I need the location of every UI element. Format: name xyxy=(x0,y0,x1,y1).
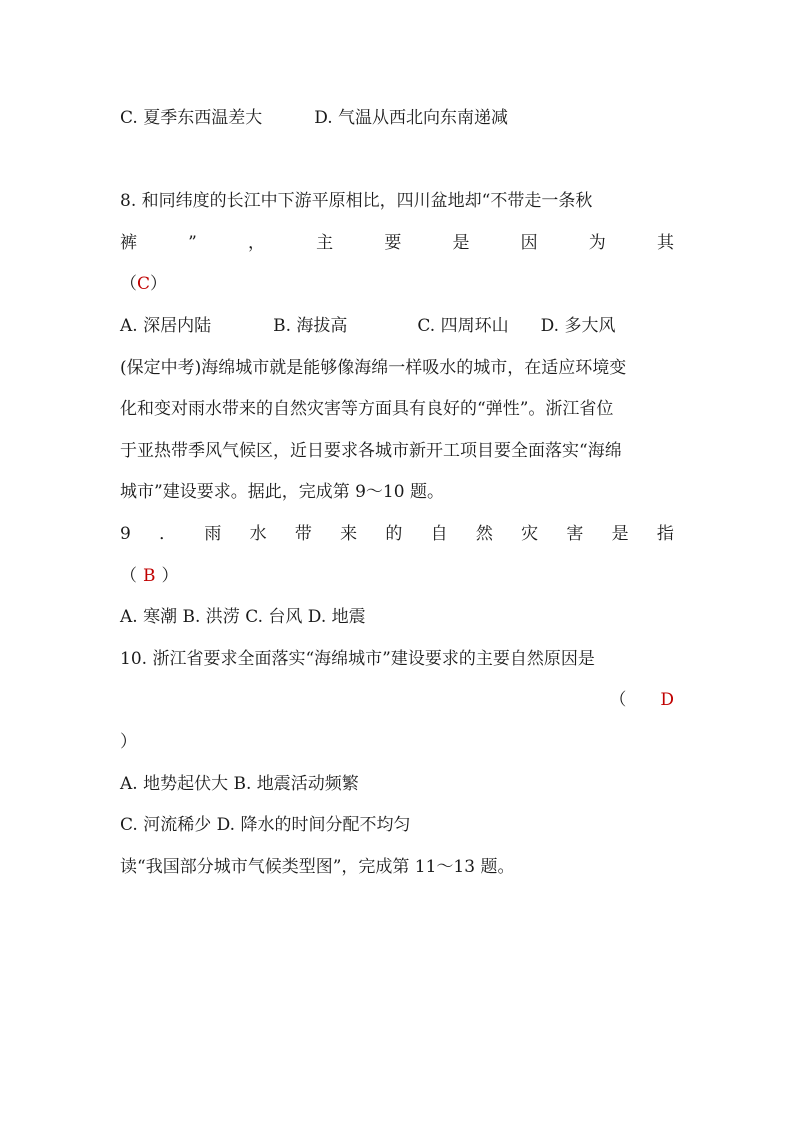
q9-token: 自 xyxy=(430,524,448,544)
q10-paren-close-line xyxy=(120,728,674,756)
passage-line4: 城市”建设要求。据此，完成第 9～10 题。 xyxy=(120,482,444,502)
passage-line1: (保定中考)海绵城市就是能够像海绵一样吸水的城市，在适应环境变 xyxy=(120,358,627,378)
q8-token: 要 xyxy=(384,233,402,253)
q7-option-d: D. 气温从西北向东南递减 xyxy=(314,108,509,128)
q9-token: 雨 xyxy=(204,524,222,544)
q9-stem xyxy=(120,520,674,548)
q8-options-row xyxy=(120,312,674,340)
q10-paren-open: （ xyxy=(609,690,627,710)
q8-option-c: C. 四周环山 xyxy=(417,316,509,336)
q8-token: 是 xyxy=(452,233,470,253)
q9-answer-line xyxy=(120,562,674,590)
q9-token: 然 xyxy=(475,524,493,544)
q9-token: 指 xyxy=(656,524,674,544)
q8-token: ， xyxy=(248,233,266,253)
q8-paren-open: （ xyxy=(120,274,137,294)
q9-token: 带 xyxy=(294,524,312,544)
q9-token: 水 xyxy=(249,524,267,544)
passage-line2: 化和变对雨水带来的自然灾害等方面具有良好的“弹性”。浙江省位 xyxy=(120,399,614,419)
q8-option-b: B. 海拔高 xyxy=(273,316,348,336)
q8-token: 其 xyxy=(656,233,674,253)
q9-token: 9 xyxy=(120,524,131,544)
q7-options-row xyxy=(120,104,674,132)
q8-answer: C xyxy=(137,274,151,294)
q9-paren-close: ） xyxy=(161,566,179,586)
q10-options-row1: A. 地势起伏大 B. 地震活动频繁 xyxy=(120,774,359,794)
q10-stem: 10. 浙江省要求全面落实“海绵城市”建设要求的主要自然原因是 xyxy=(120,649,595,669)
q8-stem-line2 xyxy=(120,229,674,257)
q8-token: ” xyxy=(188,233,197,253)
q9-token: 的 xyxy=(385,524,403,544)
q8-option-a: A. 深居内陆 xyxy=(120,316,212,336)
q7-option-c: C. 夏季东西温差大 xyxy=(120,108,263,128)
q9-token: 灾 xyxy=(521,524,539,544)
q8-stem-line1: 8. 和同纬度的长江中下游平原相比，四川盆地却“不带走一条秋 xyxy=(120,191,593,211)
q10-answer-line xyxy=(120,686,674,714)
q9-token: 是 xyxy=(611,524,629,544)
q9-token: 来 xyxy=(340,524,358,544)
q8-token: 因 xyxy=(520,233,538,253)
q9-token: 害 xyxy=(566,524,584,544)
q8-option-d: D. 多大风 xyxy=(540,316,616,336)
q8-answer-line xyxy=(120,270,674,298)
q8-token: 为 xyxy=(588,233,606,253)
q9-options-row: A. 寒潮 B. 洪涝 C. 台风 D. 地震 xyxy=(120,607,366,627)
q10-answer: D xyxy=(660,690,674,710)
intro-11-13: 读“我国部分城市气候类型图”，完成第 11～13 题。 xyxy=(120,857,515,877)
q10-options-row2: C. 河流稀少 D. 降水的时间分配不均匀 xyxy=(120,815,411,835)
q9-answer: B xyxy=(143,566,156,586)
passage-line3: 于亚热带季风气候区，近日要求各城市新开工项目要全面落实“海绵 xyxy=(120,441,622,461)
q9-paren-open: （ xyxy=(120,566,137,586)
q9-token: ． xyxy=(159,524,177,544)
q10-paren-close: ） xyxy=(120,732,137,752)
q8-token: 裤 xyxy=(120,233,137,253)
q8-token: 主 xyxy=(316,233,334,253)
q8-paren-close: ） xyxy=(150,274,168,294)
